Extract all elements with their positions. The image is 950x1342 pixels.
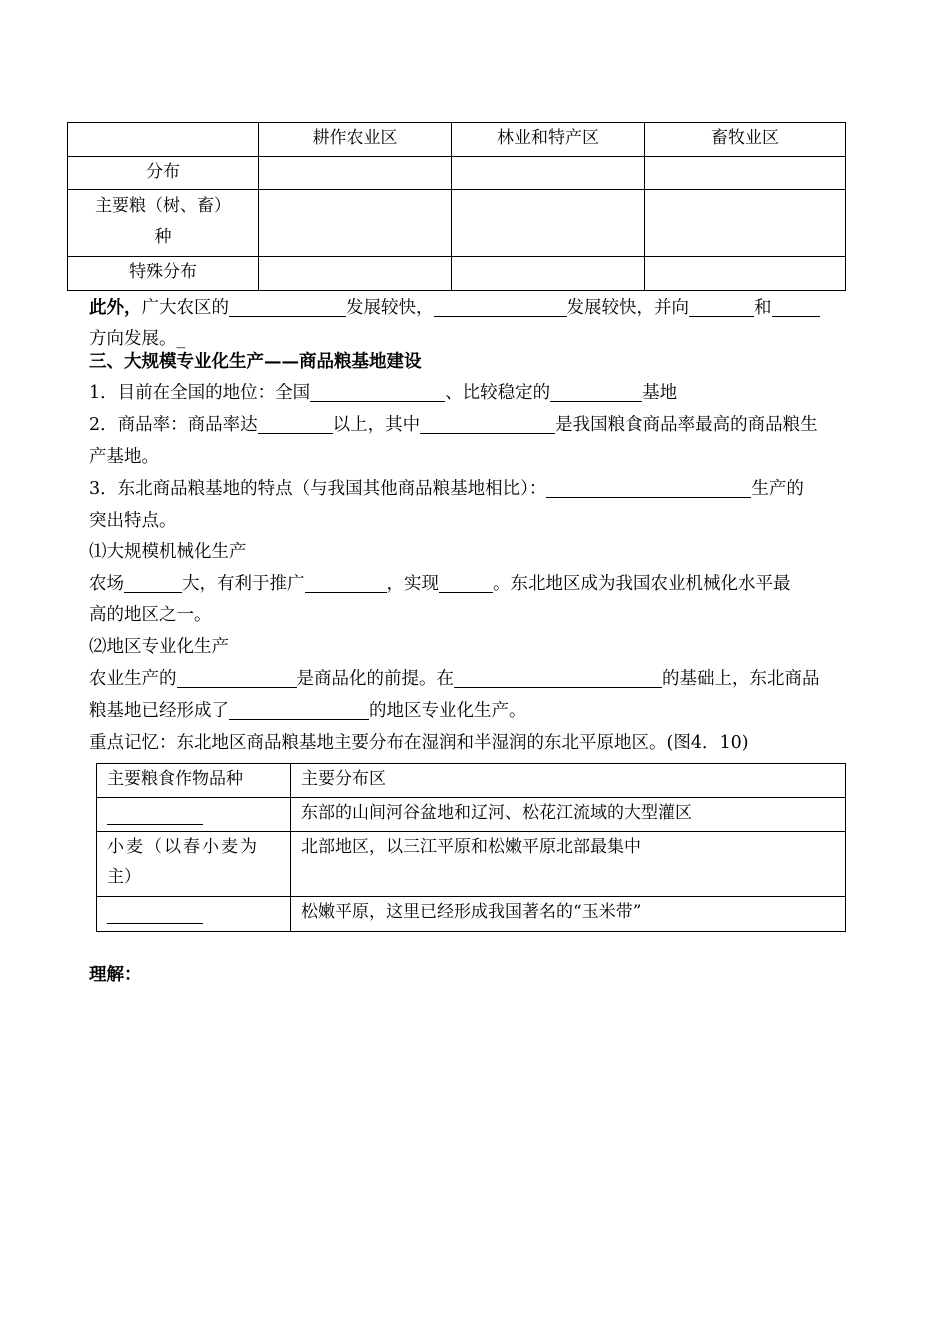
area-cell: 松嫩平原，这里已经形成我国著名的“玉米带” (291, 897, 846, 932)
fill-blank[interactable] (689, 296, 754, 317)
memory-note: 重点记忆：东北地区商品粮基地主要分布在湿润和半湿润的东北平原地区。(图4．10) (89, 733, 749, 753)
fill-blank[interactable] (107, 804, 203, 825)
text: 和 (754, 298, 772, 318)
fill-blank[interactable] (772, 296, 820, 317)
table-header-row (97, 764, 846, 798)
table-row (97, 897, 846, 932)
agri-zone-table (67, 122, 846, 291)
fill-blank[interactable] (550, 381, 642, 402)
table-row (97, 798, 846, 832)
item-2 (89, 410, 864, 441)
table-row (68, 257, 846, 291)
fill-blank[interactable] (546, 477, 751, 498)
fill-blank[interactable] (310, 381, 445, 402)
crop-cell (97, 897, 291, 932)
text: 1．目前在全国的地位：全国 (89, 383, 311, 403)
understand-heading: 理解： (89, 965, 142, 985)
fill-blank[interactable] (124, 572, 182, 593)
sub-heading: ⑴大规模机械化生产 (89, 542, 247, 562)
table-header-cell: 耕作农业区 (259, 123, 452, 157)
text: 3．东北商品粮基地的特点（与我国其他商品粮基地相比）： (89, 479, 547, 499)
text: 发展较快， (346, 298, 434, 318)
item-3 (89, 474, 864, 505)
text: 是商品化的前提。在 (296, 669, 454, 689)
section-title: 三、大规模专业化生产——商品粮基地建设 (89, 352, 422, 372)
text: 农场 (89, 574, 124, 594)
item-2-cont: 产基地。 (89, 447, 159, 467)
crop-cell (97, 798, 291, 832)
fill-blank[interactable] (229, 296, 346, 317)
fill-blank[interactable] (258, 413, 333, 434)
fill-blank[interactable] (229, 699, 369, 720)
sub-heading: ⑵地区专业化生产 (89, 637, 229, 657)
fill-blank[interactable] (454, 667, 662, 688)
fill-blank[interactable] (434, 296, 567, 317)
table-cell (452, 157, 645, 190)
area-cell: 东部的山间河谷盆地和辽河、松花江流域的大型灌区 (291, 798, 846, 832)
sub-1-text (89, 569, 864, 600)
text: 广大农区的 (141, 298, 229, 318)
table-cell (645, 190, 846, 257)
table-header-cell: 畜牧业区 (645, 123, 846, 157)
row-label (68, 190, 259, 257)
item-3-cont: 突出特点。 (89, 511, 177, 531)
table-header-cell (68, 123, 259, 157)
item-1 (89, 378, 864, 409)
text: 生产的 (751, 479, 804, 499)
sub-2-cont (89, 696, 864, 727)
table-header-cell: 林业和特产区 (452, 123, 645, 157)
text: ，实现 (386, 574, 439, 594)
text: 、比较稳定的 (445, 383, 551, 403)
text: 以上，其中 (332, 415, 421, 435)
table-cell (645, 257, 846, 291)
text: 方向发展。_ (89, 329, 186, 349)
text: 是我国粮食商品率最高的商品粮生 (555, 415, 818, 435)
row-label: 特殊分布 (68, 257, 259, 291)
fill-blank[interactable] (177, 667, 297, 688)
text: 粮基地已经形成了 (89, 701, 229, 721)
text: 发展较快，并向 (566, 298, 689, 318)
text: 的地区专业化生产。 (369, 701, 527, 721)
text: 的基础上，东北商品 (662, 669, 820, 689)
paragraph-extra (89, 293, 864, 324)
table-cell (259, 157, 452, 190)
text: 2．商品率：商品率达 (89, 415, 258, 435)
table-row (68, 157, 846, 190)
text: 农业生产的 (89, 669, 177, 689)
crop-line: 小麦（以春小麦为 (107, 837, 259, 857)
crop-line: 主） (107, 867, 141, 887)
table-header-row (68, 123, 846, 157)
row-label-line: 种 (154, 227, 172, 247)
fill-blank[interactable] (107, 903, 203, 924)
para-lead: 此外， (89, 298, 142, 318)
table-header-cell: 主要分布区 (291, 764, 846, 798)
sub-2-text (89, 664, 864, 695)
table-cell (452, 190, 645, 257)
text: 基地 (642, 383, 678, 403)
table-header-cell: 主要粮食作物品种 (97, 764, 291, 798)
fill-blank[interactable] (439, 572, 493, 593)
table-cell (259, 257, 452, 291)
row-label: 分布 (68, 157, 259, 190)
row-label-line: 主要粮（树、畜） (95, 196, 231, 216)
sub-1-cont: 高的地区之一。 (89, 605, 212, 625)
table-cell (645, 157, 846, 190)
table-row (68, 190, 846, 257)
area-cell: 北部地区，以三江平原和松嫩平原北部最集中 (291, 832, 846, 897)
fill-blank[interactable] (420, 413, 555, 434)
text: 大，有利于推广 (182, 574, 305, 594)
crop-distribution-table (96, 763, 846, 932)
table-row (97, 832, 846, 897)
text: 。东北地区成为我国农业机械化水平最 (493, 574, 791, 594)
crop-cell (97, 832, 291, 897)
fill-blank[interactable] (305, 572, 387, 593)
table-cell (259, 190, 452, 257)
table-cell (452, 257, 645, 291)
